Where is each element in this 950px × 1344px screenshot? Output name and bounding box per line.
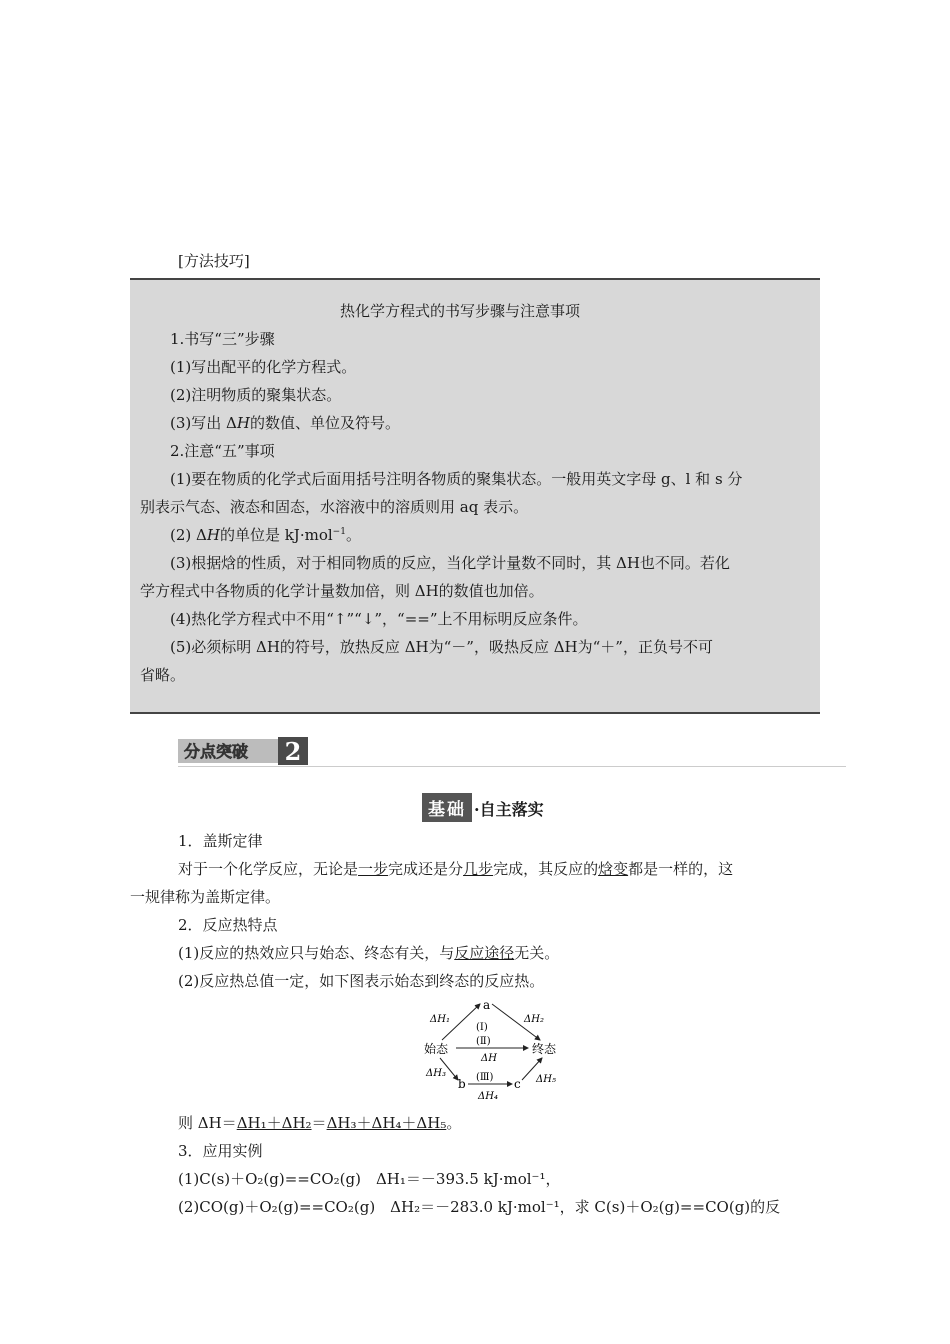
label-dh3: ΔH₃: [426, 1068, 446, 1079]
sec3-head: 3．应用实例: [178, 1142, 263, 1160]
banner-number: 2: [284, 737, 302, 765]
box-s2-3a: (3)根据焓的性质，对于相同物质的反应，当化学计量数不同时，其 ΔH也不同。若化: [170, 554, 730, 572]
box-s2-3b: 学方程式中各物质的化学计量数加倍，则 ΔH的数值也加倍。: [140, 582, 544, 600]
label-dh1: ΔH₁: [430, 1014, 450, 1025]
sec1-line2: 一规律称为盖斯定律。: [130, 888, 281, 906]
node-b: b: [458, 1077, 466, 1091]
node-c: c: [514, 1077, 521, 1091]
sec3-r2: (2)CO(g)＋O₂(g)==CO₂(g) ΔH₂＝－283.0 kJ·mol⁻¹，求 C(s)＋O₂(g)==CO(g)的反: [178, 1198, 781, 1216]
label-dh: ΔH: [481, 1053, 497, 1064]
box-s1-1: (1)写出配平的化学方程式。: [170, 358, 357, 376]
label-p3: (Ⅲ): [476, 1072, 494, 1083]
box-s2-2: (2) ΔH的单位是 kJ·mol$^{-1}$。: [170, 526, 361, 544]
box-s1-2: (2)注明物质的聚集状态。: [170, 386, 342, 404]
relation-line: 则 ΔH＝ΔH₁＋ΔH₂＝ΔH₃＋ΔH₄＋ΔH₅。: [178, 1114, 462, 1132]
method-label: [方法技巧]: [178, 252, 250, 270]
box-s2-1b: 别表示气态、液态和固态，水溶液中的溶质则用 aq 表示。: [140, 498, 529, 516]
method-box: [130, 278, 820, 714]
box-s2-5b: 省略。: [140, 666, 186, 684]
sec1-head: 1．盖斯定律: [178, 832, 263, 850]
label-dh4: ΔH₄: [478, 1091, 498, 1102]
node-end: 终态: [532, 1042, 557, 1056]
basis-tag: 基础: [422, 793, 472, 822]
hess-diagram: [420, 996, 570, 1104]
box-s2-head: 2.注意“五”事项: [170, 442, 275, 460]
label-p1: (Ⅰ): [476, 1022, 488, 1033]
banner-rule: [178, 766, 846, 767]
section-banner: [178, 737, 308, 765]
sec3-r1: (1)C(s)＋O₂(g)==CO₂(g) ΔH₁＝－393.5 kJ·mol⁻¹，: [178, 1170, 561, 1188]
label-dh2: ΔH₂: [524, 1014, 544, 1025]
sec2-line2: (2)反应热总值一定，如下图表示始态到终态的反应热。: [178, 972, 545, 990]
sec1-line1: 对于一个化学反应，无论是一步完成还是分几步完成，其反应的焓变都是一样的，这: [178, 860, 734, 878]
box-s2-4: (4)热化学方程式中不用“↑”“↓”，“==”上不用标明反应条件。: [170, 610, 588, 628]
node-a: a: [483, 998, 491, 1012]
sec2-line1: (1)反应的热效应只与始态、终态有关，与反应途径无关。: [178, 944, 560, 962]
sec2-head: 2．反应热特点: [178, 916, 278, 934]
box-s1-head: 1.书写“三”步骤: [170, 330, 275, 348]
basis-heading: [422, 793, 544, 822]
label-p2: (Ⅱ): [476, 1036, 491, 1047]
box-s2-5a: (5)必须标明 ΔH的符号，放热反应 ΔH为“－”，吸热反应 ΔH为“＋”，正负号不可: [170, 638, 713, 656]
box-s1-3: (3)写出 ΔH的数值、单位及符号。: [170, 414, 400, 432]
box-title: 热化学方程式的书写步骤与注意事项: [340, 302, 581, 320]
banner-text: 分点突破: [184, 742, 249, 761]
node-start: 始态: [424, 1042, 449, 1056]
box-s2-1a: (1)要在物质的化学式后面用括号注明各物质的聚集状态。一般用英文字母 g、l 和 s 分: [170, 470, 743, 488]
basis-rest: ·自主落实: [474, 800, 544, 819]
label-dh5: ΔH₅: [536, 1074, 556, 1085]
